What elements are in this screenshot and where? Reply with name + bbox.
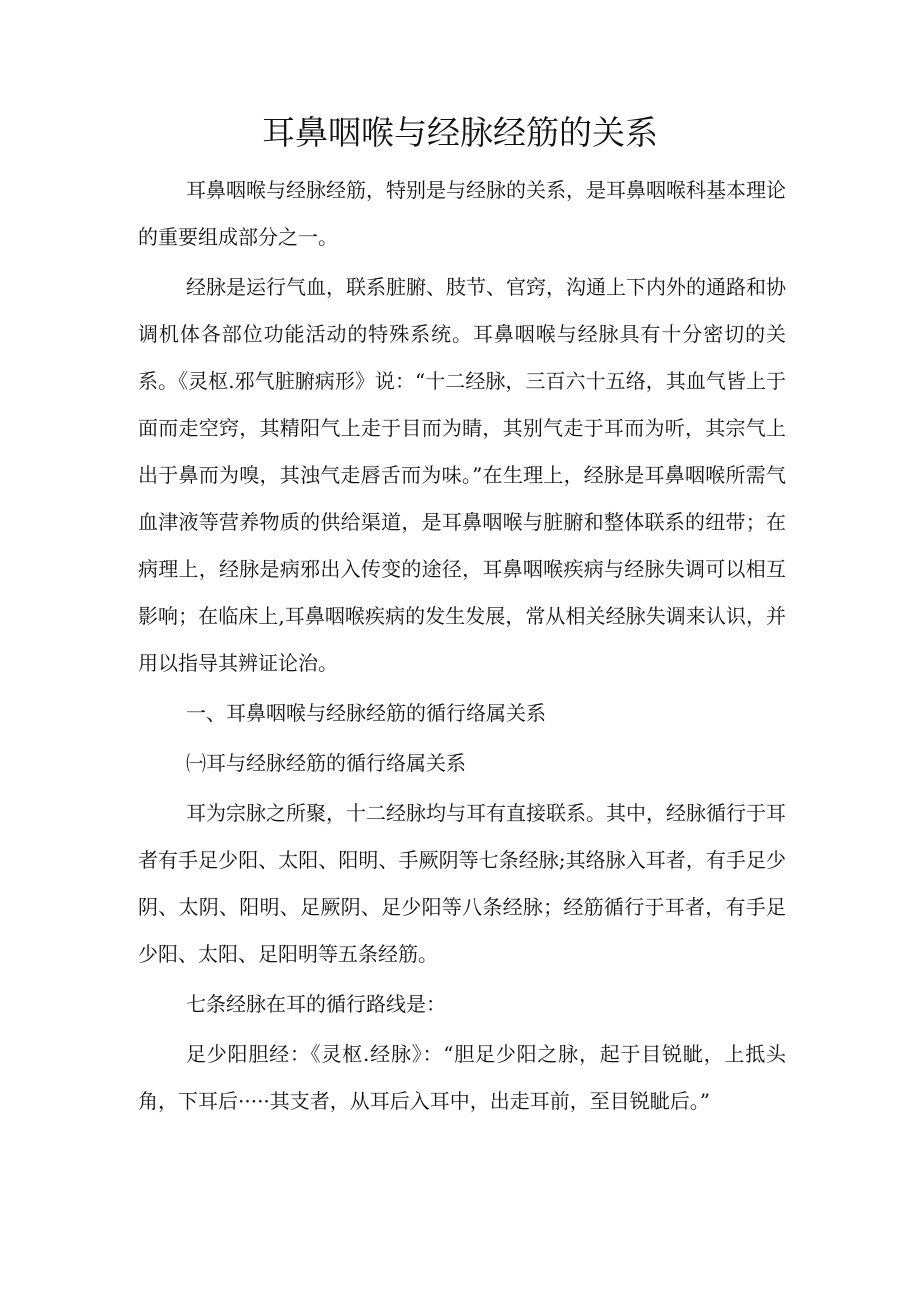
document-body — [138, 167, 786, 1128]
paragraph-seven-meridians: 七条经脉在耳的循行路线是： — [186, 992, 446, 1016]
subsection-heading-ear: ㈠耳与经脉经筋的循行络属关系 — [186, 751, 466, 775]
section-heading-1: 一、耳鼻咽喉与经脉经筋的循行络属关系 — [186, 701, 546, 725]
paragraph-gallbladder-meridian: 足少阳胆经：《灵枢.经脉》：“胆足少阳之脉，起于目锐眦，上抵头角，下耳后·····其支者，从耳后入耳中，出走耳前，至目锐眦后。” — [138, 1042, 786, 1113]
paragraph-intro: 耳鼻咽喉与经脉经筋，特别是与经脉的关系，是耳鼻咽喉科基本理论的重要组成部分之一。 — [138, 178, 786, 249]
paragraph-meridian-definition: 经脉是运行气血，联系脏腑、肢节、官窍，沟通上下内外的通路和协调机体各部位功能活动的特殊系统。耳鼻咽喉与经脉具有十分密切的关系。《灵枢.邪气脏腑病形》说：“十二经脉，三百六十五络，其血气皆上于面而走空窍，其精阳气上走于目而为睛，其别气走于耳而为听，其宗气上出于鼻而为嗅，其浊气走唇舌而为味。”在生理上，经脉是耳鼻咽喉所需气血津液等营养物质的供给渠道，是耳鼻咽喉与脏腑和整体联系的纽带；在病理上，经脉是病邪出入传变的途径，耳鼻咽喉疾病与经脉失调可以相互影响；在临床上,耳鼻咽喉疾病的发生发展，常从相关经脉失调来认识，并用以指导其辨证论治。 — [138, 275, 786, 675]
paragraph-ear-meridians: 耳为宗脉之所聚，十二经脉均与耳有直接联系。其中，经脉循行于耳者有手足少阳、太阳、阳明、手厥阴等七条经脉;其络脉入耳者，有手足少阴、太阴、阳明、足厥阴、足少阳等八条经脉；经筋循行于耳者，有手足少阳、太阳、足阳明等五条经筋。 — [138, 801, 786, 966]
document-title: 耳鼻咽喉与经脉经筋的关系 — [262, 113, 658, 152]
